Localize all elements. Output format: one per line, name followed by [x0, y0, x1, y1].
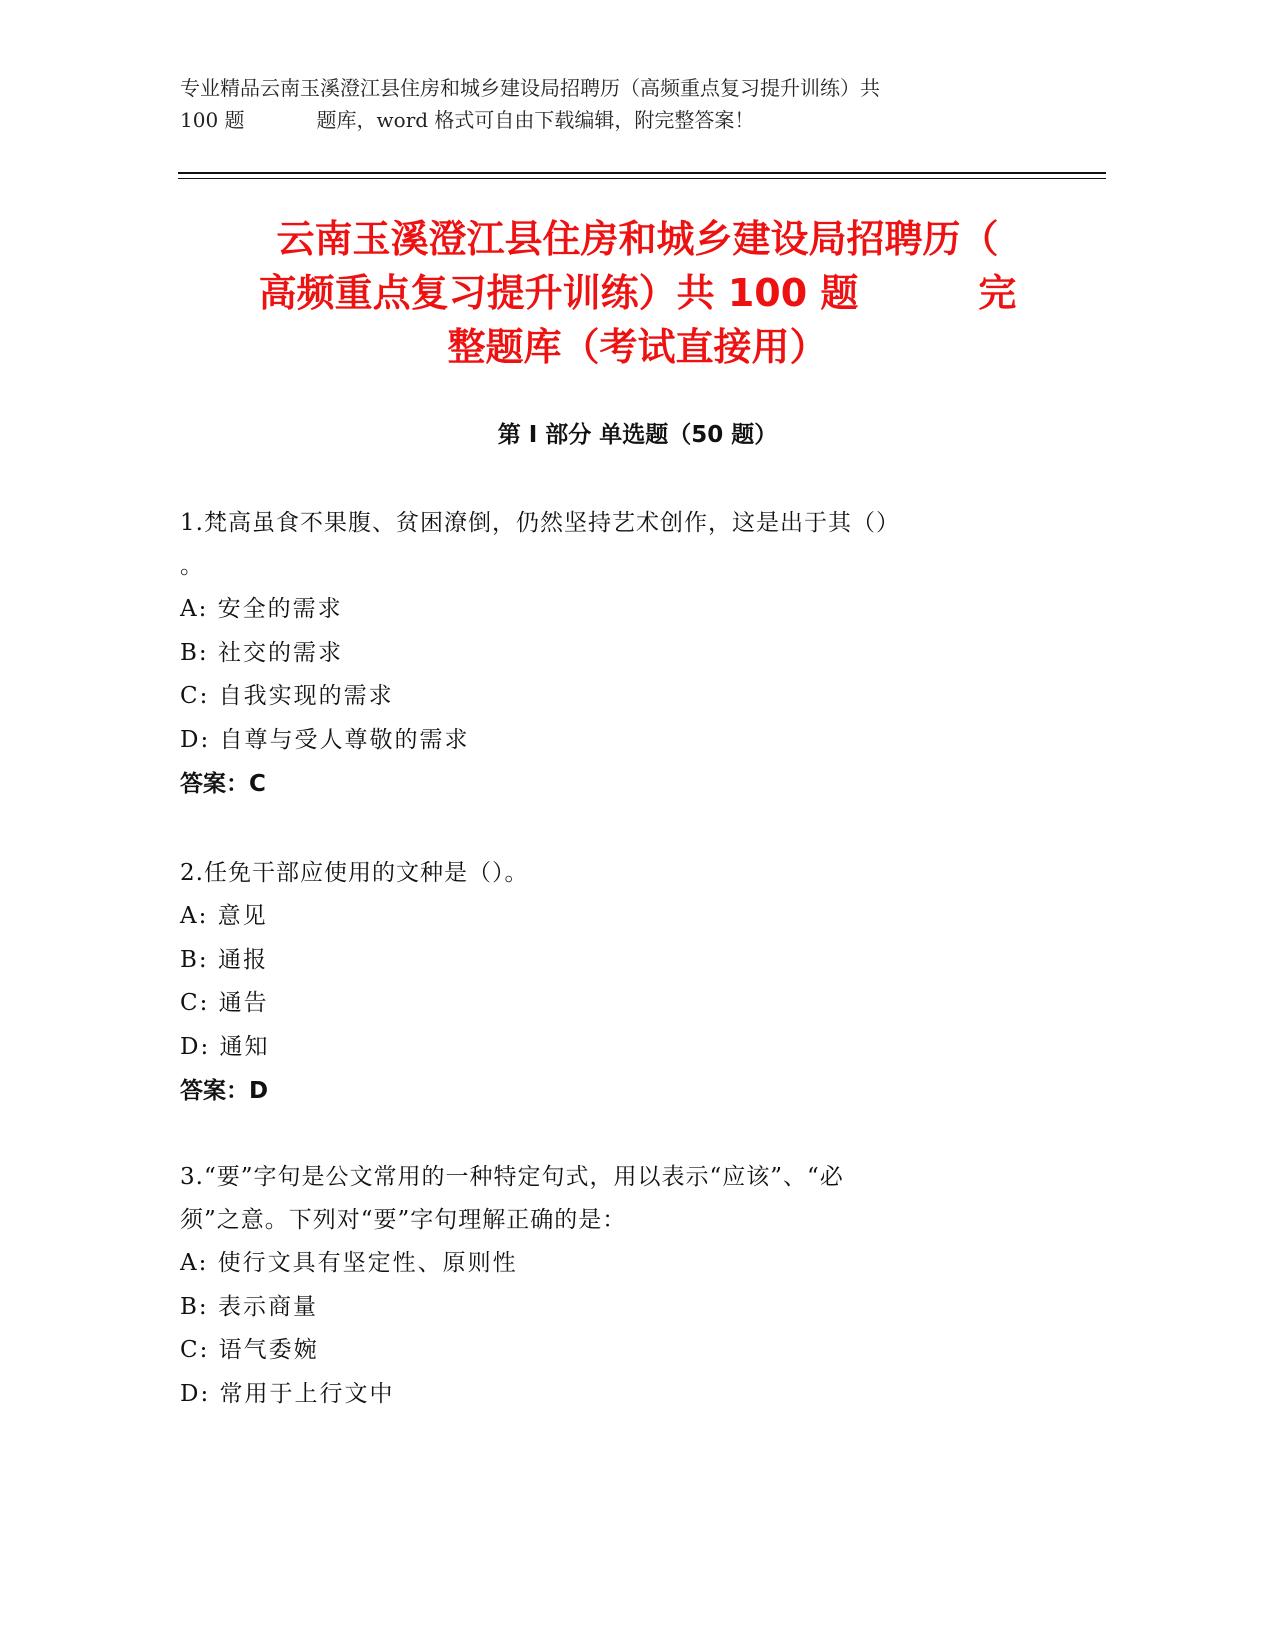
option-d: D: 常用于上行文中 [180, 1380, 395, 1407]
answer: 答案：C [180, 771, 266, 797]
option-b: B: 表示商量 [180, 1293, 318, 1320]
option-d: D: 通知 [180, 1033, 270, 1060]
option-c: C: 通告 [180, 990, 269, 1016]
answer: 答案：D [180, 1078, 269, 1104]
question-2 [180, 852, 1040, 1113]
question-stem-continued: 。 [180, 553, 204, 579]
header-line-1: 专业精品云南玉溪澄江县住房和城乡建设局招聘历（高频重点复习提升训练）共 [180, 76, 880, 100]
header-description: 题库，word 格式可自由下载编辑，附完整答案！ [316, 108, 755, 132]
header-line-2 [180, 104, 1060, 136]
page-header [180, 72, 1060, 136]
title-line-2-tail: 完 [978, 271, 1017, 315]
question-1 [180, 502, 1040, 806]
option-d: D: 自尊与受人尊敬的需求 [180, 726, 470, 753]
question-3 [180, 1156, 1040, 1416]
option-b: B: 通报 [180, 946, 268, 973]
header-rule-thick [178, 172, 1106, 174]
title-line-1: 云南玉溪澄江县住房和城乡建设局招聘历（ [276, 217, 999, 261]
title-line-3: 整题库（考试直接用） [447, 325, 828, 369]
option-c: C: 语气委婉 [180, 1337, 319, 1363]
section-heading: 第 I 部分 单选题（50 题） [497, 422, 778, 448]
question-stem-continued: 须”之意。下列对“要”字句理解正确的是： [180, 1207, 627, 1233]
option-c: C: 自我实现的需求 [180, 683, 394, 709]
header-question-count: 100 题 [180, 108, 245, 132]
question-stem: 1.梵高虽食不果腹、贫困潦倒，仍然坚持艺术创作，这是出于其（） [180, 510, 900, 536]
header-rule-thin [178, 178, 1106, 179]
document-title [150, 212, 1125, 374]
option-a: A: 使行文具有坚定性、原则性 [180, 1250, 518, 1276]
question-stem: 3.“要”字句是公文常用的一种特定句式，用以表示“应该”、“必 [180, 1164, 844, 1190]
question-stem: 2.任免干部应使用的文种是（）。 [180, 860, 529, 886]
title-line-2-main: 高频重点复习提升训练）共 100 题 [258, 271, 859, 315]
option-b: B: 社交的需求 [180, 639, 343, 666]
option-a: A: 安全的需求 [180, 596, 343, 622]
option-a: A: 意见 [180, 903, 268, 929]
title-line-2 [150, 266, 1125, 320]
